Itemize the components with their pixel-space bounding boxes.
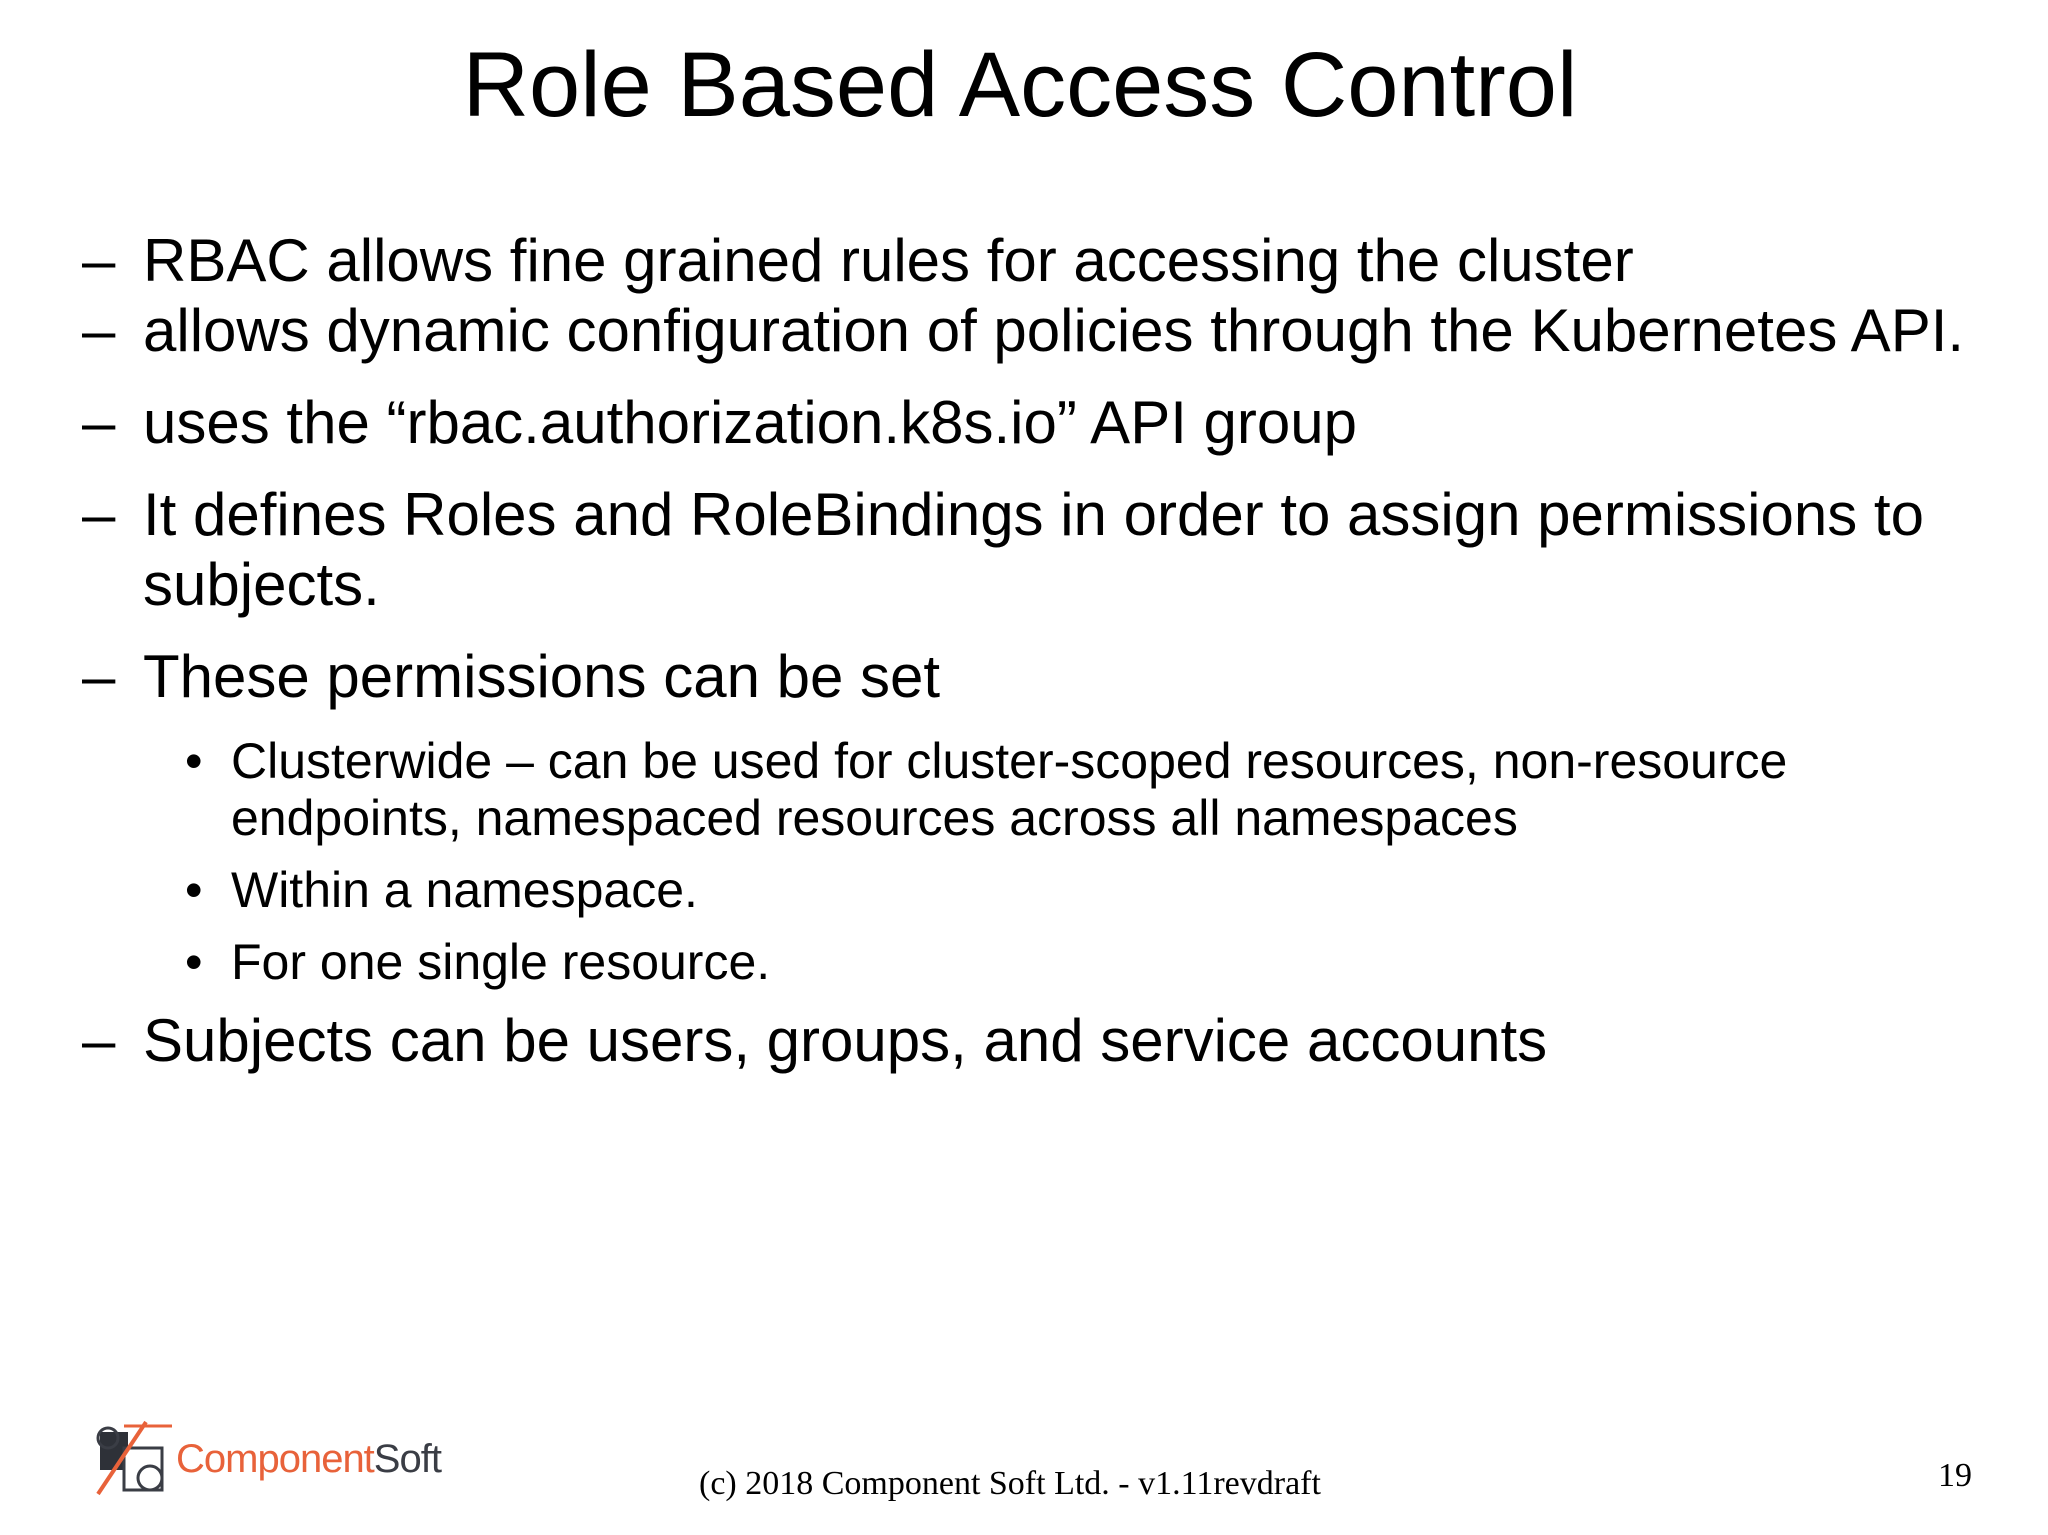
page-number: 19 xyxy=(1938,1457,1972,1494)
bullet-dash: – xyxy=(82,389,116,456)
copyright-footer: (c) 2018 Component Soft Ltd. - v1.11revdraft xyxy=(699,1465,1321,1502)
bullet-text: Subjects can be users, groups, and service accounts xyxy=(143,1007,1548,1074)
bullet-text: uses the “rbac.authorization.k8s.io” API group xyxy=(143,389,1358,456)
sub-bullet-dot: • xyxy=(185,733,203,789)
bullet-text: RBAC allows fine grained rules for accessing the cluster xyxy=(143,227,1634,294)
bullet-dash: – xyxy=(82,227,116,294)
company-logo-icon xyxy=(94,1418,174,1498)
bullet-dash: – xyxy=(82,1007,116,1074)
bullet-dash: – xyxy=(82,481,116,548)
company-logo-wordmark: ComponentSoft xyxy=(176,1437,441,1481)
sub-bullet-text: For one single resource. xyxy=(231,934,771,990)
company-logo xyxy=(94,1418,454,1498)
sub-bullet-dot: • xyxy=(185,862,203,918)
bullet-dash: – xyxy=(82,297,116,364)
bullet-text: These permissions can be set xyxy=(143,643,941,710)
sub-bullet-text-line: Clusterwide – can be used for cluster-scoped resources, non-resource xyxy=(231,733,1788,789)
sub-bullet-dot: • xyxy=(185,934,203,990)
bullet-dash: – xyxy=(82,643,116,710)
bullet-text: allows dynamic configuration of policies through the Kubernetes API. xyxy=(143,297,1965,364)
bullet-text-line: subjects. xyxy=(143,551,380,618)
bullet-text-line: It defines Roles and RoleBindings in order to assign permissions to xyxy=(143,481,1924,548)
sub-bullet-text-line: endpoints, namespaced resources across all namespaces xyxy=(231,790,1518,846)
sub-bullet-text: Within a namespace. xyxy=(231,862,698,918)
slide-title: Role Based Access Control xyxy=(462,34,1578,136)
